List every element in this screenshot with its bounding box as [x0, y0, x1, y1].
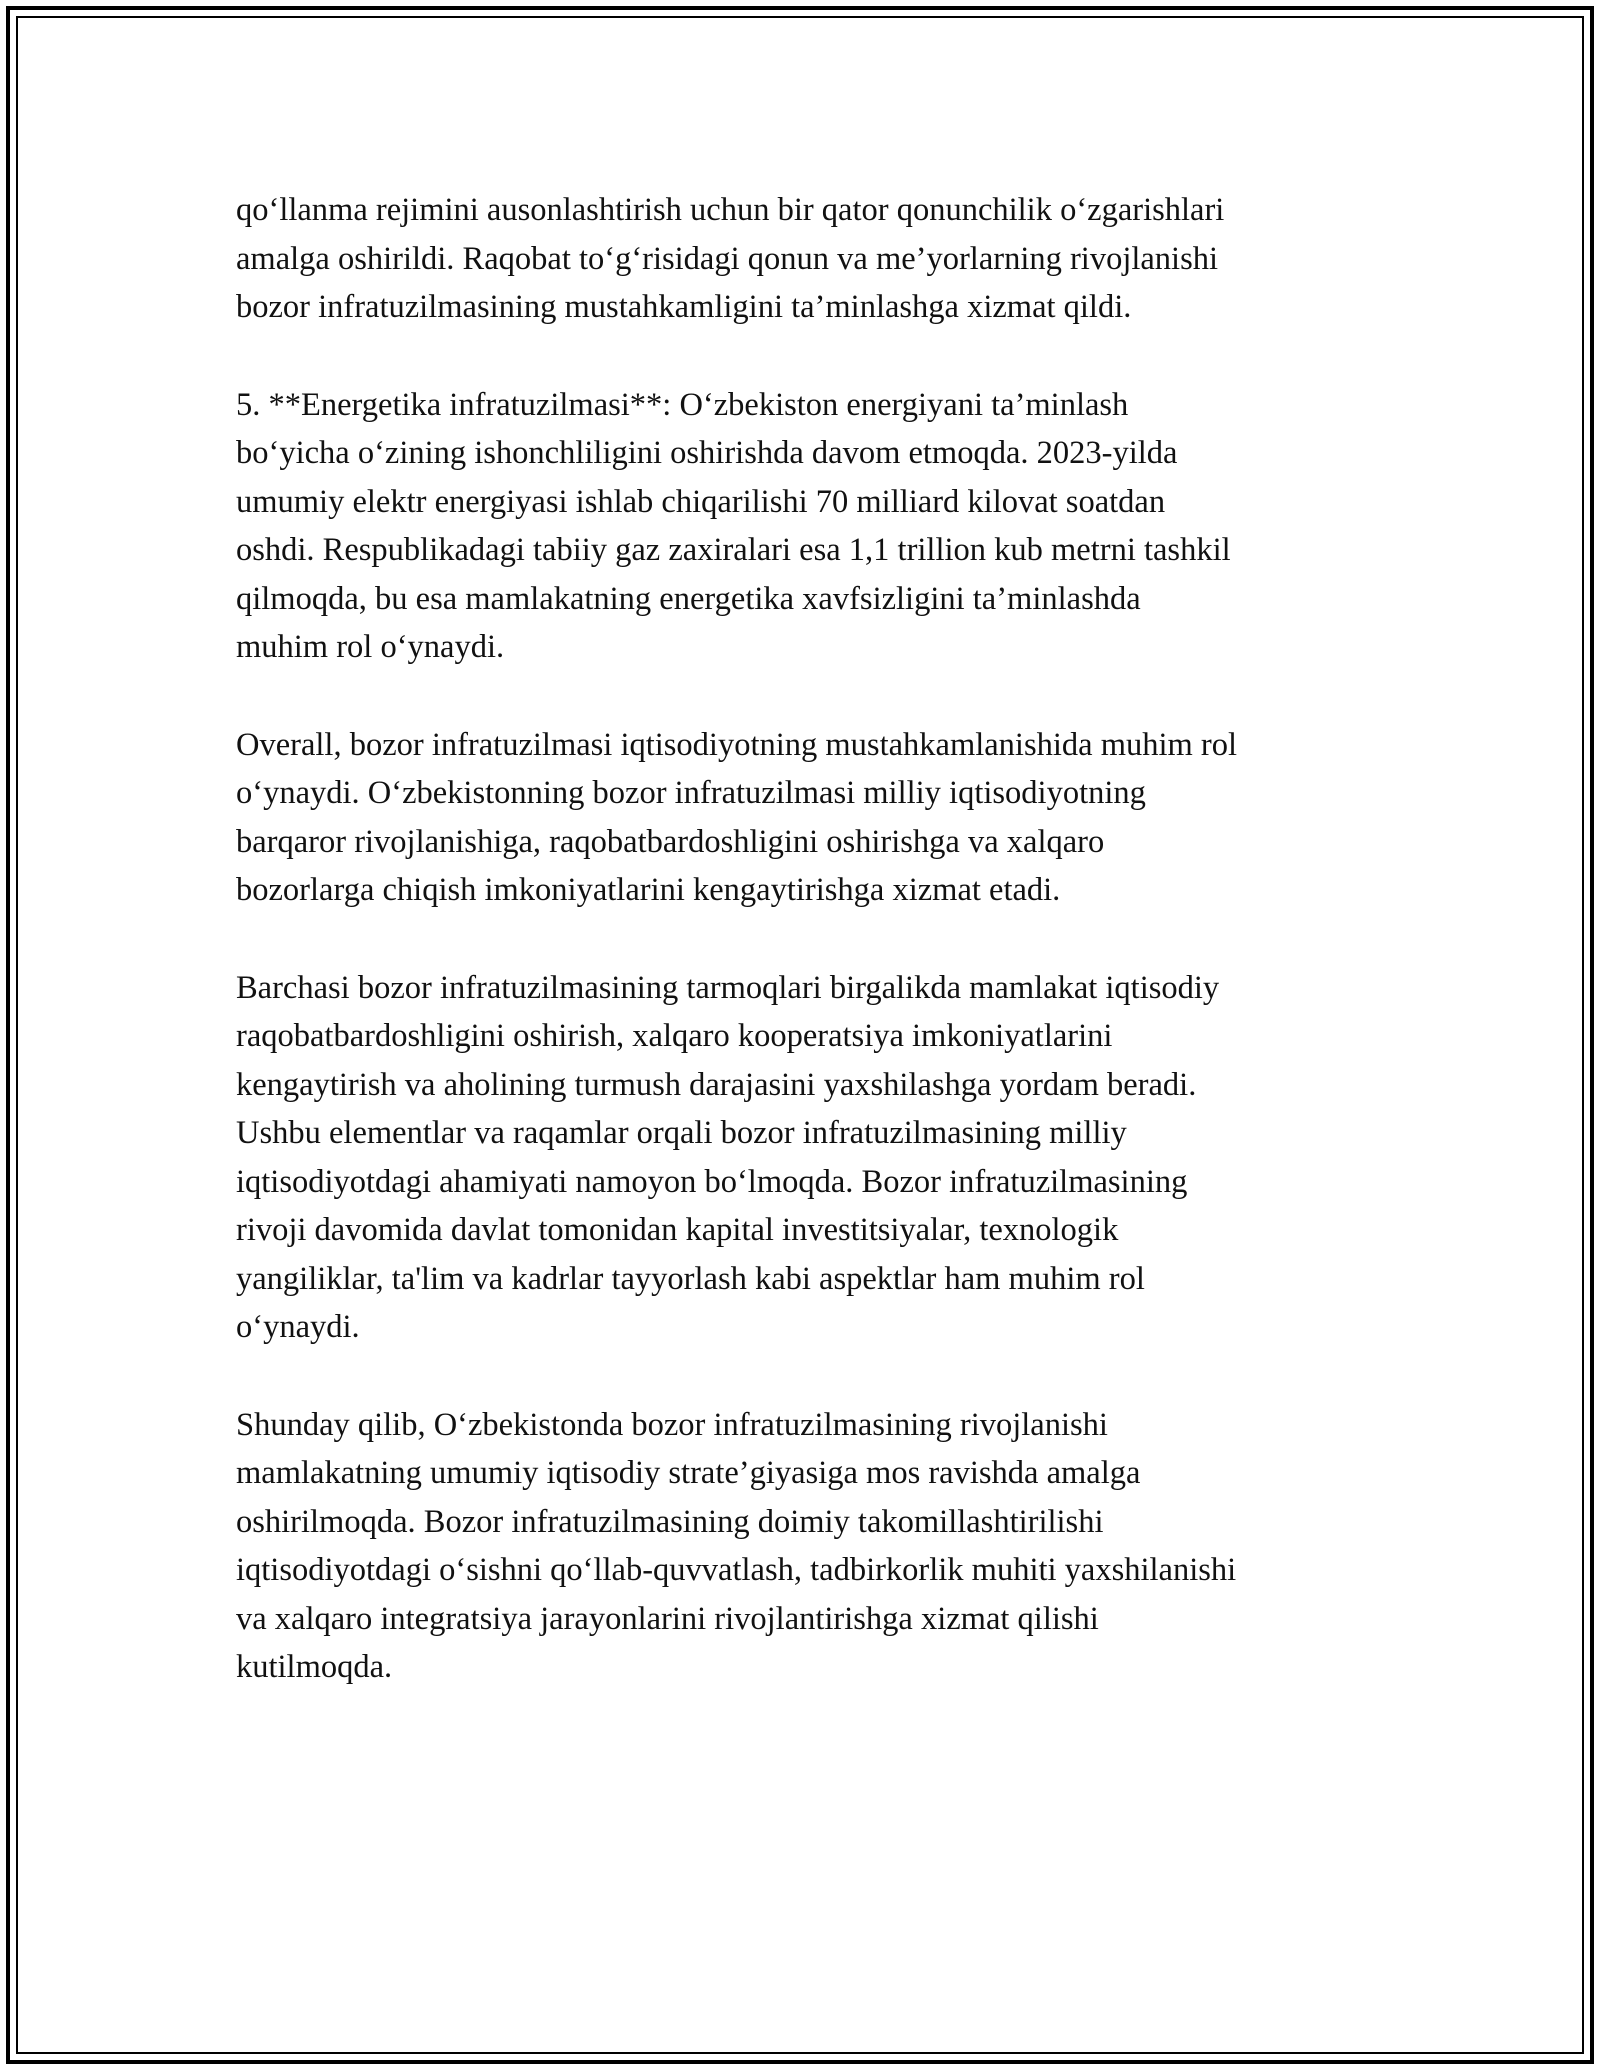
- paragraph-overall: Overall, bozor infratuzilmasi iqtisodiyotning mustahkamlanishida muhim rol o‘ynaydi. O‘zbekistonning bozor infratuzilmasi milliy iqtisodiyotning barqaror rivojlanishiga, raqobatbardoshligini oshirishga va xalqaro bozorlarga chiqish imkoniyatlarini kengaytirishga xizmat etadi.: [236, 726, 1238, 908]
- document-body: [236, 186, 1376, 1741]
- paragraph-energy-infrastructure: 5. **Energetika infratuzilmasi**: O‘zbekiston energiyani ta’minlash bo‘yicha o‘zining ishonchliligini oshirishda davom etmoqda. 2023-yilda umumiy elektr energiyasi ishlab chiqarilishi 70 milliard kilovat soatdan oshdi. Respublikadagi tabiiy gaz zaxiralari esa 1,1 trillion kub metrni tashkil qilmoqda, bu esa mamlakatning energetika xavfsizligini ta’minlashda muhim rol o‘ynaydi.: [236, 386, 1231, 665]
- paragraph-legal-changes: qo‘llanma rejimini ausonlashtirish uchun bir qator qonunchilik o‘zgarishlari amalga oshirildi. Raqobat to‘g‘risidagi qonun va me’yorlarning rivojlanishi bozor infratuzilmasining mustahkamligini ta’minlashga xizmat qildi.: [236, 192, 1225, 325]
- paragraph-conclusion: Shunday qilib, O‘zbekistonda bozor infratuzilmasining rivojlanishi mamlakatning umumiy iqtisodiy strate’giyasiga mos ravishda amalga oshirilmoqda. Bozor infratuzilmasining doimiy takomillashtirilishi iqtisodiyotdagi o‘sishni qo‘llab-quvvatlash, tadbirkorlik muhiti yaxshilanishi va xalqaro integratsiya jarayonlarini rivojlantirishga xizmat qilishi kutilmoqda.: [236, 1406, 1237, 1685]
- paragraph-network-benefits: Barchasi bozor infratuzilmasining tarmoqlari birgalikda mamlakat iqtisodiy raqobatbardoshligini oshirish, xalqaro kooperatsiya imkoniyatlarini kengaytirish va aholining turmush darajasini yaxshilashga yordam beradi. Ushbu elementlar va raqamlar orqali bozor infratuzilmasining milliy iqtisodiyotdagi ahamiyati namoyon bo‘lmoqda. Bozor infratuzilmasining rivoji davomida davlat tomonidan kapital investitsiyalar, texnologik yangiliklar, ta'lim va kadrlar tayyorlash kabi aspektlar ham muhim rol o‘ynaydi.: [236, 969, 1220, 1345]
